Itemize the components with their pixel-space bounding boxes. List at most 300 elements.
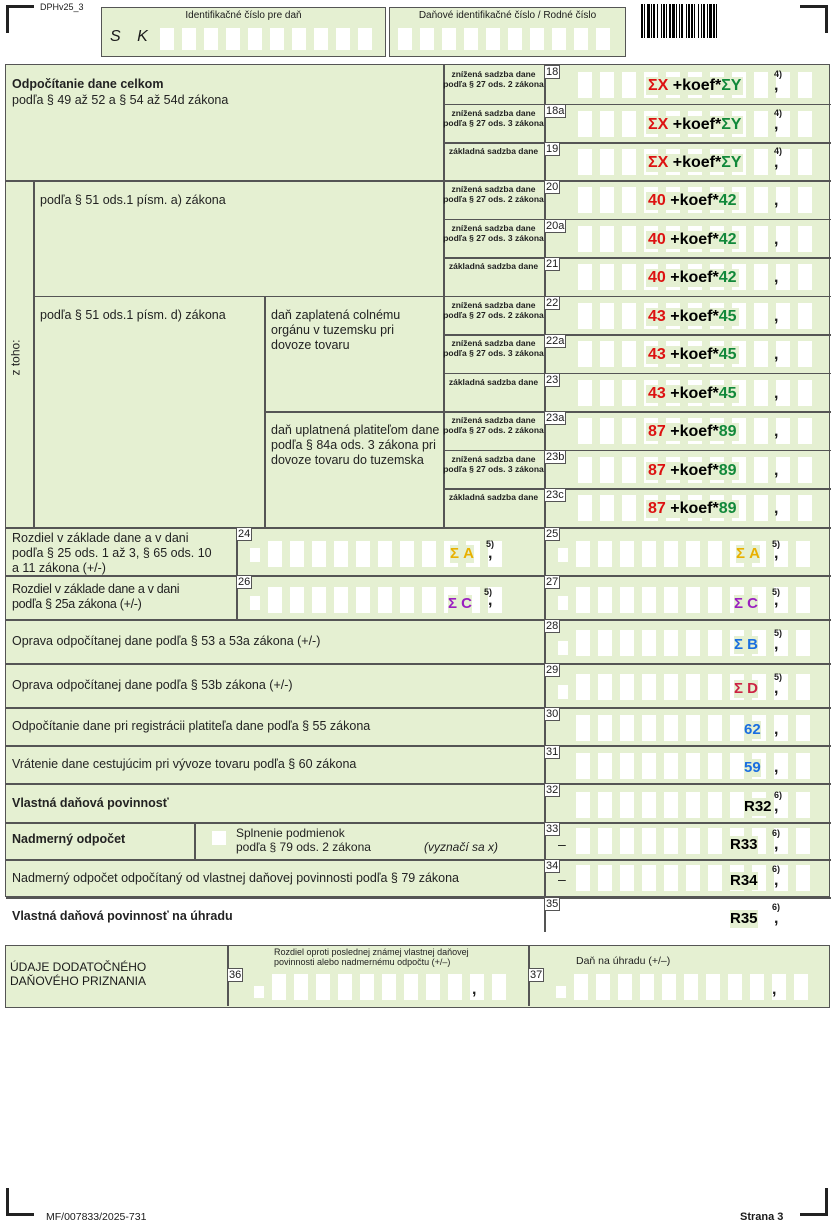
formula-part-a: 40 [648, 230, 671, 248]
amount-cell[interactable] [686, 715, 700, 741]
amount-cell[interactable] [796, 828, 810, 854]
minus-sign: – [558, 836, 566, 852]
amount-cell[interactable] [708, 865, 722, 891]
row-value: R34 [730, 872, 758, 889]
amount-cell[interactable] [598, 753, 612, 779]
row-number: 34 [546, 860, 559, 872]
formula-expression [646, 116, 743, 134]
row-number: 25 [546, 528, 559, 540]
row-number: 27 [546, 576, 559, 588]
formula-expression [646, 462, 739, 480]
amount-cell[interactable] [576, 753, 590, 779]
row-divider [443, 142, 831, 144]
input-cell[interactable] [464, 28, 478, 50]
input-cell[interactable] [204, 28, 218, 50]
row-number: 37 [530, 969, 543, 981]
amount-cell[interactable] [798, 418, 812, 444]
a-label: podľa § 51 ods.1 písm. a) zákona [40, 193, 226, 207]
supplementary-title: ÚDAJE DODATOČNÉHO DAŇOVÉHO PRIZNANIA [10, 960, 147, 988]
amount-cell[interactable] [338, 974, 352, 1000]
row-label: Vlastná daňová povinnosť [12, 795, 169, 810]
amount-cell[interactable] [268, 587, 282, 613]
section-divider [33, 296, 831, 298]
footnote-ref: 6) [772, 902, 781, 912]
sign-cell[interactable] [558, 596, 568, 610]
input-cell[interactable] [226, 28, 240, 50]
amount-cell[interactable] [578, 457, 592, 483]
formula-part-a: 43 [648, 346, 671, 363]
amount-cell[interactable] [578, 418, 592, 444]
amount-cell[interactable] [686, 587, 700, 613]
r24-label: Rozdiel v základe dane a v dani podľa § 25 ods. 1 až 3, § 65 ods. 10 a 11 zákona (+/-) [12, 531, 212, 575]
amount-cell[interactable] [598, 903, 612, 929]
input-cell[interactable] [552, 28, 566, 50]
amount-cell[interactable] [796, 753, 810, 779]
amount-cell[interactable] [620, 674, 634, 700]
amount-cell[interactable] [642, 792, 656, 818]
row-divider [443, 488, 831, 490]
sign-cell[interactable] [558, 548, 568, 562]
amount-cell[interactable] [686, 865, 700, 891]
amount-cell[interactable] [754, 495, 768, 521]
input-cell[interactable] [574, 28, 588, 50]
formula-part-a: ΣX [648, 115, 673, 133]
amount-cell[interactable] [642, 753, 656, 779]
amount-cell[interactable] [754, 187, 768, 213]
amount-cell[interactable] [400, 587, 414, 613]
formula-part-a: 87 [648, 423, 671, 440]
amount-cell[interactable] [798, 187, 812, 213]
amount-cell[interactable] [578, 187, 592, 213]
amount-cell[interactable] [312, 587, 326, 613]
amount-cell[interactable] [664, 865, 678, 891]
amount-cell[interactable] [642, 828, 656, 854]
amount-cell[interactable] [360, 974, 374, 1000]
row-label: Oprava odpočítanej dane podľa § 53b zákona (+/-) [12, 678, 293, 692]
amount-cell[interactable] [664, 541, 678, 567]
amount-cell[interactable] [596, 974, 610, 1000]
formula-part-b: +koef* [670, 269, 719, 286]
formula-part-c: 89 [718, 500, 737, 517]
sign-cell[interactable] [556, 986, 566, 998]
amount-cell[interactable] [622, 457, 636, 483]
amount-cell[interactable] [578, 226, 592, 252]
amount-cell[interactable] [664, 792, 678, 818]
formula-part-b: +koef* [672, 77, 722, 94]
formula-expression [646, 192, 739, 210]
amount-cell[interactable] [642, 587, 656, 613]
amount-cell[interactable] [574, 974, 588, 1000]
condition-checkbox[interactable] [212, 831, 226, 845]
amount-cell[interactable] [796, 903, 810, 929]
amount-cell[interactable] [642, 865, 656, 891]
decimal-comma: , [774, 910, 779, 927]
amount-cell[interactable] [664, 828, 678, 854]
amount-cell[interactable] [686, 903, 700, 929]
excess-label: Nadmerný odpočet [12, 832, 126, 846]
amount-cell[interactable] [708, 715, 722, 741]
input-cell[interactable] [508, 28, 522, 50]
amount-cell[interactable] [600, 341, 614, 367]
amount-cell[interactable] [796, 541, 810, 567]
amount-cell[interactable] [664, 674, 678, 700]
amount-cell[interactable] [798, 111, 812, 137]
amount-cell[interactable] [618, 974, 632, 1000]
r25-value: Σ A [736, 545, 761, 562]
row-label: Nadmerný odpočet odpočítaný od vlastnej daňovej povinnosti podľa § 79 zákona [12, 871, 460, 885]
amount-cell[interactable] [598, 865, 612, 891]
amount-cell[interactable] [600, 457, 614, 483]
amount-cell[interactable] [598, 674, 612, 700]
input-cell[interactable] [160, 28, 174, 50]
row-divider [6, 897, 831, 899]
amount-cell[interactable] [642, 674, 656, 700]
amount-cell[interactable] [334, 541, 348, 567]
corner-mark-tl [6, 5, 34, 33]
amount-cell[interactable] [448, 974, 462, 1000]
amount-cell[interactable] [754, 264, 768, 290]
input-cell[interactable] [270, 28, 284, 50]
amount-cell[interactable] [664, 715, 678, 741]
amount-cell[interactable] [684, 974, 698, 1000]
amount-cell[interactable] [492, 974, 506, 1000]
formula-part-b: +koef* [670, 346, 719, 363]
d2-label: daň uplatnená platiteľom dane podľa § 84a ods. 3 zákona pri dovoze tovaru do tuzemska [271, 423, 440, 467]
amount-cell[interactable] [578, 111, 592, 137]
amount-cell[interactable] [662, 974, 676, 1000]
dic-box [101, 7, 386, 57]
amount-cell[interactable] [294, 974, 308, 1000]
amount-cell[interactable] [708, 753, 722, 779]
amount-cell[interactable] [576, 630, 590, 656]
row-value: R32 [744, 797, 772, 815]
amount-cell[interactable] [664, 587, 678, 613]
input-cell[interactable] [292, 28, 306, 50]
amount-cell[interactable] [290, 541, 304, 567]
rate-label: znížená sadzba dane podľa § 27 ods. 2 zákona [443, 415, 544, 435]
amount-cell[interactable] [600, 72, 614, 98]
amount-cell[interactable] [728, 974, 742, 1000]
amount-cell[interactable] [378, 541, 392, 567]
minus-sign: – [558, 871, 566, 887]
row-label: Oprava odpočítanej dane podľa § 53 a 53a zákona (+/-) [12, 634, 321, 648]
amount-cell[interactable] [312, 541, 326, 567]
amount-cell[interactable] [798, 495, 812, 521]
amount-cell[interactable] [600, 418, 614, 444]
decimal-comma: , [774, 545, 779, 562]
amount-cell[interactable] [798, 72, 812, 98]
formula-part-b: +koef* [672, 115, 722, 133]
amount-cell[interactable] [622, 72, 636, 98]
decimal-comma: , [472, 981, 477, 998]
amount-cell[interactable] [642, 630, 656, 656]
barcode-image [641, 4, 777, 38]
amount-cell[interactable] [600, 380, 614, 406]
amount-cell[interactable] [708, 903, 722, 929]
section-title: Odpočítanie dane celkom [12, 77, 164, 91]
row-divider [6, 663, 831, 665]
amount-cell[interactable] [422, 587, 436, 613]
amount-cell[interactable] [620, 541, 634, 567]
formula-expression [646, 154, 743, 172]
decimal-comma: , [774, 636, 779, 653]
decimal-comma: , [774, 346, 779, 363]
amount-cell[interactable] [686, 828, 700, 854]
amount-cell[interactable] [754, 341, 768, 367]
amount-cell[interactable] [598, 828, 612, 854]
amount-cell[interactable] [356, 587, 370, 613]
row-divider [6, 783, 831, 785]
amount-cell[interactable] [404, 974, 418, 1000]
amount-cell[interactable] [598, 587, 612, 613]
decimal-comma: , [774, 461, 779, 479]
amount-cell[interactable] [578, 264, 592, 290]
amount-cell[interactable] [600, 187, 614, 213]
decimal-comma: , [774, 154, 779, 171]
amount-cell[interactable] [796, 792, 810, 818]
amount-cell[interactable] [622, 111, 636, 137]
amount-cell[interactable] [754, 226, 768, 252]
amount-cell[interactable] [620, 753, 634, 779]
amount-cell[interactable] [642, 903, 656, 929]
sign-cell[interactable] [558, 685, 568, 699]
amount-cell[interactable] [686, 630, 700, 656]
amount-cell[interactable] [794, 974, 808, 1000]
row-number: 30 [546, 708, 559, 720]
row-value: 62 [744, 721, 761, 738]
row-value: 59 [744, 759, 761, 776]
amount-cell[interactable] [426, 974, 440, 1000]
formula-part-c: 89 [718, 423, 737, 440]
row-number: 23b [546, 450, 565, 463]
checkbox-hint: (vyznačí sa x) [424, 840, 499, 854]
amount-cell[interactable] [796, 865, 810, 891]
amount-cell[interactable] [642, 541, 656, 567]
rate-label: znížená sadzba dane podľa § 27 ods. 3 zákona [443, 107, 544, 128]
amount-cell[interactable] [578, 149, 592, 175]
input-cell[interactable] [442, 28, 456, 50]
footnote-ref: 5) [772, 587, 781, 597]
footnote-ref: 4) [774, 69, 783, 79]
amount-cell[interactable] [664, 903, 678, 929]
amount-cell[interactable] [576, 587, 590, 613]
amount-cell[interactable] [290, 587, 304, 613]
amount-cell[interactable] [622, 187, 636, 213]
amount-cell[interactable] [598, 630, 612, 656]
amount-cell[interactable] [600, 226, 614, 252]
amount-cell[interactable] [750, 974, 764, 1000]
page-number: Strana 3 [740, 1211, 784, 1223]
amount-cell[interactable] [754, 149, 768, 175]
formula-part-c: 45 [718, 307, 737, 325]
amount-cell[interactable] [640, 974, 654, 1000]
formula-part-c: 45 [718, 384, 737, 402]
amount-cell[interactable] [796, 630, 810, 656]
amount-cell[interactable] [622, 149, 636, 175]
amount-cell[interactable] [754, 303, 768, 329]
input-cell[interactable] [530, 28, 544, 50]
amount-cell[interactable] [578, 303, 592, 329]
amount-cell[interactable] [664, 630, 678, 656]
amount-cell[interactable] [622, 341, 636, 367]
amount-cell[interactable] [576, 674, 590, 700]
amount-cell[interactable] [686, 753, 700, 779]
row-label: Vrátenie dane cestujúcim pri vývoze tovaru podľa § 60 zákona [12, 757, 357, 771]
amount-cell[interactable] [576, 715, 590, 741]
rate-label: znížená sadzba dane podľa § 27 ods. 3 zákona [443, 453, 544, 474]
amount-cell[interactable] [576, 828, 590, 854]
amount-cell[interactable] [708, 828, 722, 854]
amount-cell[interactable] [600, 111, 614, 137]
section-divider [6, 619, 831, 621]
sign-cell[interactable] [250, 548, 260, 562]
amount-cell[interactable] [730, 715, 744, 741]
amount-cell[interactable] [598, 541, 612, 567]
amount-cell[interactable] [576, 792, 590, 818]
amount-cell[interactable] [598, 715, 612, 741]
input-cell[interactable] [182, 28, 196, 50]
amount-cell[interactable] [578, 72, 592, 98]
amount-cell[interactable] [622, 418, 636, 444]
amount-cell[interactable] [686, 674, 700, 700]
amount-cell[interactable] [620, 587, 634, 613]
decimal-comma: , [774, 836, 779, 853]
row-number: 31 [546, 746, 559, 758]
formula-part-c: 89 [718, 461, 737, 479]
input-cell[interactable] [486, 28, 500, 50]
amount-cell[interactable] [600, 264, 614, 290]
row-divider [443, 219, 831, 221]
input-cell[interactable] [596, 28, 610, 50]
amount-cell[interactable] [686, 792, 700, 818]
input-cell[interactable] [358, 28, 372, 50]
amount-cell[interactable] [600, 495, 614, 521]
amount-cell[interactable] [620, 630, 634, 656]
formula-expression [646, 77, 743, 95]
amount-cell[interactable] [686, 541, 700, 567]
row-number: 23 [546, 373, 559, 386]
amount-cell[interactable] [796, 715, 810, 741]
row-value: R35 [730, 910, 758, 927]
amount-cell[interactable] [796, 674, 810, 700]
decimal-comma: , [774, 872, 779, 889]
amount-cell[interactable] [754, 111, 768, 137]
row-number: 24 [238, 528, 251, 540]
formula-part-c: 42 [718, 230, 737, 248]
amount-cell[interactable] [708, 587, 722, 613]
amount-cell[interactable] [798, 380, 812, 406]
amount-cell[interactable] [622, 264, 636, 290]
amount-cell[interactable] [620, 715, 634, 741]
input-cell[interactable] [420, 28, 434, 50]
amount-cell[interactable] [422, 541, 436, 567]
amount-cell[interactable] [622, 303, 636, 329]
decimal-comma: , [774, 230, 779, 248]
row-number: 19 [546, 143, 559, 155]
input-cell[interactable] [398, 28, 412, 50]
amount-cell[interactable] [798, 226, 812, 252]
footnote-ref: 5) [484, 587, 493, 597]
footnote-ref: 5) [772, 539, 781, 549]
amount-cell[interactable] [400, 541, 414, 567]
amount-cell[interactable] [642, 715, 656, 741]
formula-part-c: ΣY [721, 77, 742, 94]
amount-cell[interactable] [356, 541, 370, 567]
amount-cell[interactable] [622, 495, 636, 521]
amount-cell[interactable] [708, 541, 722, 567]
amount-cell[interactable] [268, 541, 282, 567]
input-cell[interactable] [336, 28, 350, 50]
ico-label: Daňové identifikačné číslo / Rodné číslo [418, 10, 597, 21]
formula-part-b: +koef* [670, 230, 719, 248]
amount-cell[interactable] [576, 541, 590, 567]
amount-cell[interactable] [578, 380, 592, 406]
sign-cell[interactable] [254, 986, 264, 998]
amount-cell[interactable] [798, 457, 812, 483]
amount-cell[interactable] [620, 828, 634, 854]
amount-cell[interactable] [708, 792, 722, 818]
sign-cell[interactable] [250, 596, 260, 610]
amount-cell[interactable] [622, 380, 636, 406]
amount-cell[interactable] [382, 974, 396, 1000]
amount-cell[interactable] [730, 792, 744, 818]
amount-cell[interactable] [754, 72, 768, 98]
row-divider [443, 373, 831, 375]
amount-cell[interactable] [578, 341, 592, 367]
input-cell[interactable] [314, 28, 328, 50]
r26-label: Rozdiel v základe dane a v dani podľa § 25a zákona (+/-) [12, 582, 180, 611]
sign-cell[interactable] [558, 641, 568, 655]
amount-cell[interactable] [334, 587, 348, 613]
amount-cell[interactable] [622, 226, 636, 252]
amount-cell[interactable] [708, 674, 722, 700]
amount-cell[interactable] [798, 264, 812, 290]
amount-cell[interactable] [730, 753, 744, 779]
corner-mark-br [800, 1188, 828, 1216]
amount-cell[interactable] [620, 792, 634, 818]
amount-cell[interactable] [706, 974, 720, 1000]
input-cell[interactable] [248, 28, 262, 50]
amount-cell[interactable] [272, 974, 286, 1000]
main-table [5, 64, 830, 927]
amount-cell[interactable] [620, 903, 634, 929]
decimal-comma: , [774, 500, 779, 517]
amount-cell[interactable] [798, 303, 812, 329]
amount-cell[interactable] [796, 587, 810, 613]
amount-cell[interactable] [620, 865, 634, 891]
amount-cell[interactable] [798, 341, 812, 367]
amount-cell[interactable] [316, 974, 330, 1000]
checkbox-label-1: Splnenie podmienok [236, 826, 345, 840]
amount-cell[interactable] [664, 753, 678, 779]
amount-cell[interactable] [754, 418, 768, 444]
amount-cell[interactable] [600, 149, 614, 175]
amount-cell[interactable] [378, 587, 392, 613]
amount-cell[interactable] [754, 457, 768, 483]
amount-cell[interactable] [754, 380, 768, 406]
amount-cell[interactable] [708, 630, 722, 656]
amount-cell[interactable] [576, 903, 590, 929]
amount-cell[interactable] [598, 792, 612, 818]
row-value: Σ D [734, 680, 759, 697]
dic-label: Identifikačné číslo pre daň [185, 10, 302, 21]
formula-part-b: +koef* [670, 423, 719, 440]
amount-cell[interactable] [576, 865, 590, 891]
amount-cell[interactable] [798, 149, 812, 175]
amount-cell[interactable] [600, 303, 614, 329]
rate-label: znížená sadzba dane podľa § 27 ods. 2 zákona [443, 299, 544, 320]
amount-cell[interactable] [578, 495, 592, 521]
